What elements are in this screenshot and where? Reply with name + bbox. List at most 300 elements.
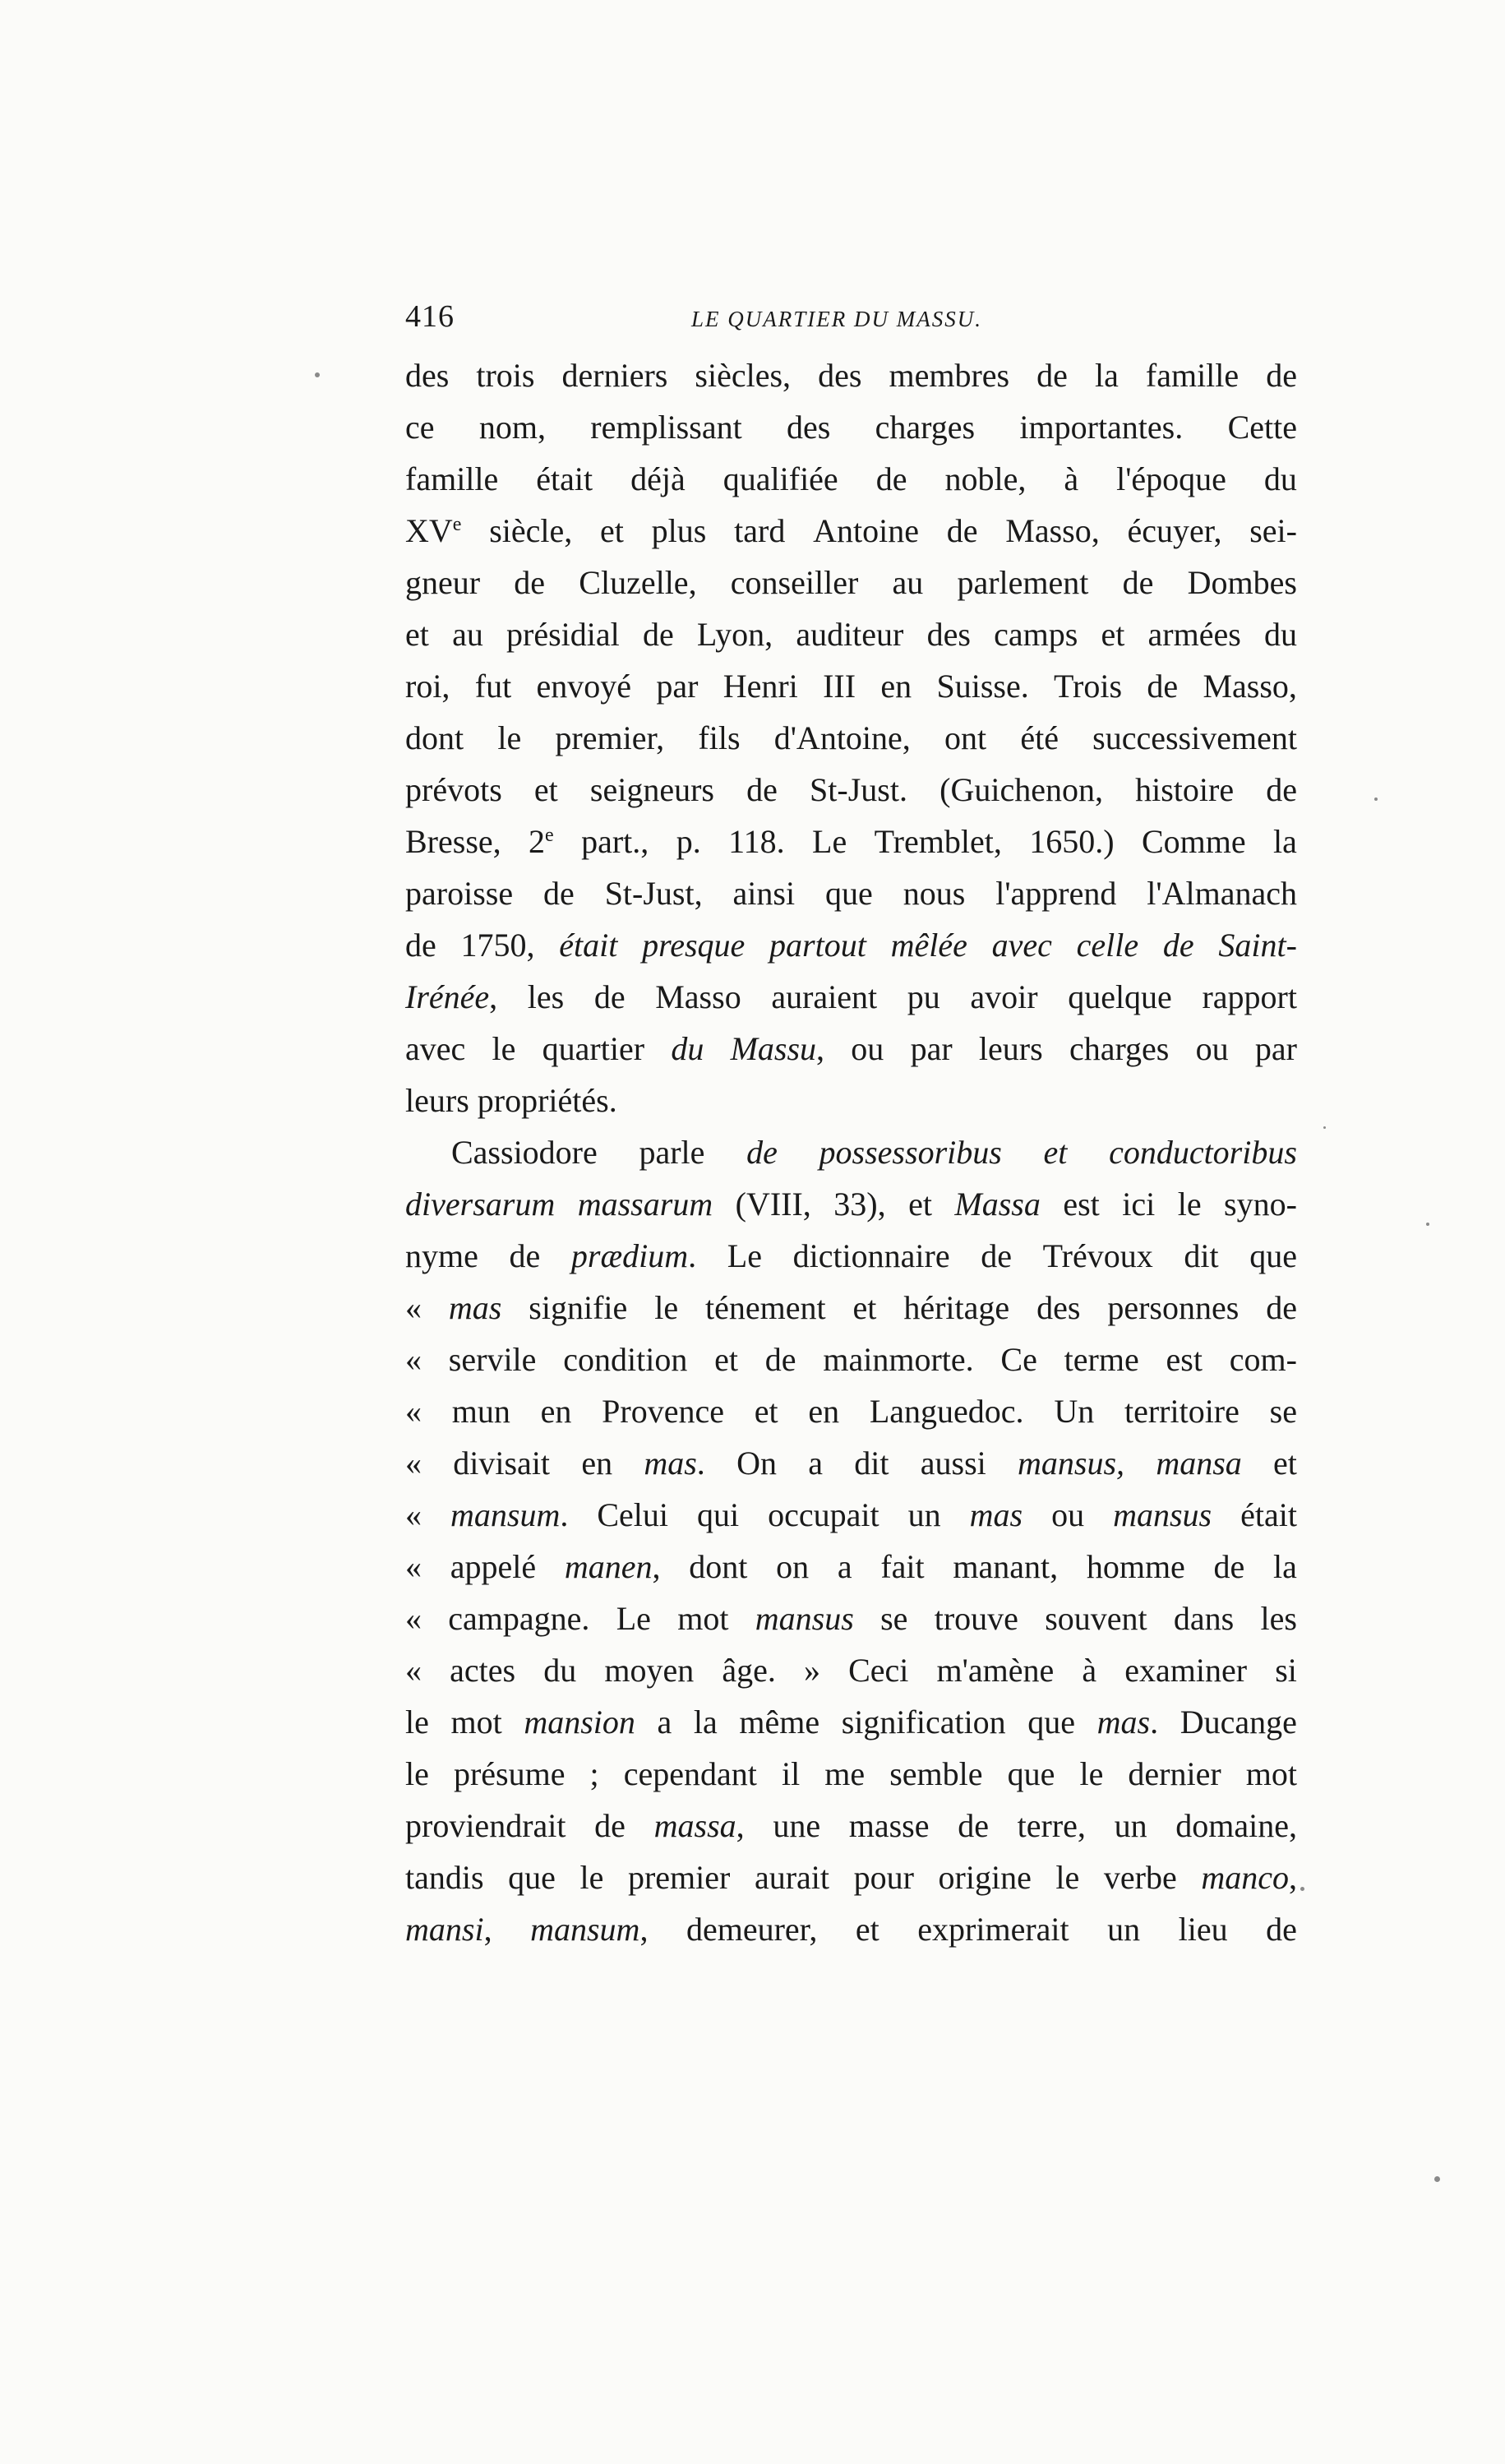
word-group bbox=[579, 557, 696, 608]
word-group bbox=[1020, 712, 1059, 764]
word: une bbox=[773, 1807, 821, 1844]
word-group bbox=[854, 1851, 914, 1903]
paper-speck bbox=[1426, 1223, 1429, 1226]
word-group bbox=[994, 608, 1078, 660]
word: « bbox=[405, 1445, 422, 1482]
word-group bbox=[639, 1126, 704, 1178]
word: des bbox=[818, 357, 862, 394]
word: dit bbox=[854, 1445, 889, 1482]
word-group: 2e bbox=[529, 816, 554, 867]
word: successivement bbox=[1092, 719, 1297, 756]
word: Tremblet, bbox=[874, 823, 1002, 860]
word: de bbox=[594, 1807, 626, 1844]
italic-word: conductoribus bbox=[1109, 1134, 1297, 1171]
word-group bbox=[1064, 1334, 1139, 1385]
word-group bbox=[624, 1748, 757, 1800]
running-title: LE QUARTIER DU MASSU. bbox=[691, 307, 982, 331]
word: était bbox=[536, 460, 593, 497]
word-group bbox=[405, 1282, 422, 1334]
word-group bbox=[452, 1385, 510, 1437]
word-group bbox=[935, 1593, 1018, 1644]
word: « bbox=[405, 1341, 422, 1378]
word-group bbox=[907, 971, 940, 1023]
text-line bbox=[405, 867, 1297, 919]
word-group bbox=[823, 660, 856, 712]
word-group bbox=[508, 1851, 556, 1903]
word-group bbox=[1184, 1230, 1218, 1282]
word-group bbox=[727, 1230, 762, 1282]
word: l'apprend bbox=[995, 875, 1117, 912]
word: le bbox=[405, 1704, 429, 1741]
word-group bbox=[957, 557, 1088, 608]
word-group bbox=[476, 349, 534, 401]
word-group bbox=[1092, 712, 1297, 764]
word: mun bbox=[451, 1393, 510, 1430]
word: , bbox=[489, 978, 498, 1015]
word-group bbox=[880, 1541, 924, 1593]
word: dans bbox=[1173, 1600, 1235, 1637]
text-line bbox=[405, 1851, 1297, 1903]
word-group bbox=[870, 1385, 1024, 1437]
word-group bbox=[853, 1282, 877, 1334]
word: Cette bbox=[1227, 409, 1297, 446]
word: un bbox=[907, 1496, 941, 1533]
word-group bbox=[908, 1178, 932, 1230]
word-group bbox=[530, 1903, 648, 1955]
word-group bbox=[405, 712, 464, 764]
word: et bbox=[533, 771, 558, 808]
word: me bbox=[824, 1755, 866, 1792]
word-group bbox=[542, 1023, 644, 1075]
word-group bbox=[506, 608, 620, 660]
word: dont bbox=[689, 1548, 748, 1585]
word-group bbox=[893, 557, 924, 608]
word-group bbox=[405, 660, 450, 712]
word: siècle, bbox=[489, 512, 573, 549]
word: est bbox=[1166, 1341, 1203, 1378]
word: a bbox=[808, 1445, 823, 1482]
word: mot bbox=[677, 1600, 729, 1637]
word-group bbox=[755, 1385, 778, 1437]
word-group bbox=[1018, 1437, 1124, 1489]
word: Un bbox=[1054, 1393, 1095, 1430]
word-group bbox=[1063, 1178, 1099, 1230]
word-group bbox=[1203, 660, 1296, 712]
word: que bbox=[825, 875, 873, 912]
word: territoire bbox=[1124, 1393, 1240, 1430]
word-group bbox=[536, 453, 593, 505]
word: XV bbox=[405, 512, 453, 549]
word: de bbox=[958, 1807, 989, 1844]
word: 2 bbox=[529, 823, 546, 860]
italic-word: mansa bbox=[1156, 1445, 1242, 1482]
word: , bbox=[483, 1911, 492, 1948]
word: que bbox=[1007, 1755, 1055, 1792]
word-group bbox=[1179, 1903, 1228, 1955]
word: de bbox=[1266, 1289, 1297, 1326]
word: ont bbox=[944, 719, 987, 756]
word: Ceci bbox=[848, 1652, 909, 1689]
word: un bbox=[1107, 1911, 1141, 1948]
word-group bbox=[1097, 1696, 1158, 1748]
word-group bbox=[1264, 608, 1297, 660]
word-group bbox=[654, 1800, 745, 1851]
word: domaine, bbox=[1175, 1807, 1297, 1844]
word-group bbox=[616, 1593, 651, 1644]
word: Trévoux bbox=[1042, 1237, 1153, 1274]
word-group bbox=[1044, 1126, 1068, 1178]
word: du bbox=[1263, 616, 1297, 653]
word: m'amène bbox=[936, 1652, 1055, 1689]
word: parle bbox=[639, 1134, 705, 1171]
word: auraient bbox=[771, 978, 878, 1015]
word: 1650.) bbox=[1029, 823, 1115, 860]
word: le bbox=[492, 1030, 516, 1067]
word-group bbox=[705, 1282, 826, 1334]
word: de bbox=[946, 512, 978, 549]
text-line bbox=[405, 764, 1297, 816]
word: terre, bbox=[1017, 1807, 1086, 1844]
word: « bbox=[405, 1393, 422, 1430]
word: roi, bbox=[405, 668, 450, 705]
word-group bbox=[405, 1489, 422, 1541]
word: pu bbox=[907, 978, 940, 1015]
text-line bbox=[405, 1334, 1297, 1385]
word-group bbox=[1043, 1230, 1153, 1282]
word-group bbox=[1147, 660, 1178, 712]
word-group bbox=[958, 1800, 989, 1851]
word: en bbox=[540, 1393, 572, 1430]
word-group bbox=[891, 919, 967, 971]
word-group bbox=[851, 1023, 884, 1075]
word-group bbox=[642, 919, 745, 971]
word: Trois bbox=[1054, 668, 1123, 705]
word-group bbox=[405, 816, 501, 867]
word: Le bbox=[812, 823, 847, 860]
word-group bbox=[405, 1541, 422, 1593]
word-group bbox=[450, 1644, 515, 1696]
word: pour bbox=[853, 1859, 914, 1896]
word-group bbox=[1147, 867, 1297, 919]
word-group bbox=[1051, 1489, 1084, 1541]
word-group bbox=[731, 557, 859, 608]
word: ; bbox=[589, 1755, 599, 1792]
word: le bbox=[654, 1289, 679, 1326]
word: ou bbox=[1051, 1496, 1085, 1533]
text-line bbox=[405, 1126, 1297, 1178]
word: tandis bbox=[405, 1859, 484, 1896]
word: des bbox=[926, 616, 971, 653]
word-group bbox=[818, 349, 861, 401]
italic-word: prædium bbox=[570, 1237, 689, 1274]
word: Dombes bbox=[1187, 564, 1297, 601]
word-group bbox=[736, 1178, 811, 1230]
word-group bbox=[1055, 1851, 1079, 1903]
word: de bbox=[1213, 1548, 1245, 1585]
word: (VIII, bbox=[735, 1186, 811, 1223]
word-group bbox=[643, 608, 674, 660]
word: trois bbox=[476, 357, 535, 394]
word-group bbox=[514, 557, 545, 608]
word-group bbox=[1054, 1385, 1094, 1437]
word-group bbox=[686, 1903, 817, 1955]
word: plus bbox=[651, 512, 707, 549]
word-group bbox=[731, 1023, 824, 1075]
word: remplissant bbox=[590, 409, 742, 446]
word: d'Antoine, bbox=[773, 719, 911, 756]
word: Cassiodore bbox=[451, 1134, 598, 1171]
word-group bbox=[562, 349, 668, 401]
word: nom, bbox=[478, 409, 546, 446]
word-group bbox=[1069, 1023, 1169, 1075]
word-group bbox=[1122, 1178, 1155, 1230]
word: servile bbox=[448, 1341, 537, 1378]
text-run: leurs propriétés. bbox=[405, 1082, 617, 1119]
word: famille bbox=[405, 460, 499, 497]
word-group bbox=[565, 1541, 661, 1593]
word-group bbox=[454, 1748, 566, 1800]
word-group bbox=[1196, 1023, 1229, 1075]
word: si bbox=[1275, 1652, 1297, 1689]
word-group bbox=[1000, 1334, 1036, 1385]
word: des bbox=[405, 357, 450, 394]
word: fut bbox=[474, 668, 512, 705]
paper-speck bbox=[1323, 1126, 1326, 1129]
word-group bbox=[854, 1437, 889, 1489]
italic-word: mansus bbox=[1113, 1496, 1212, 1533]
word: par bbox=[1254, 1030, 1297, 1067]
word-group bbox=[529, 1282, 627, 1334]
word-group bbox=[944, 712, 986, 764]
word: des bbox=[787, 409, 831, 446]
word-group bbox=[939, 1851, 1032, 1903]
word-group bbox=[559, 919, 617, 971]
word-group bbox=[875, 401, 975, 453]
word: lieu bbox=[1178, 1911, 1228, 1948]
word-group bbox=[1082, 1644, 1096, 1696]
word: charges bbox=[1069, 1030, 1170, 1067]
word-group bbox=[671, 1023, 704, 1075]
word: est bbox=[1063, 1186, 1100, 1223]
word: » bbox=[803, 1652, 820, 1689]
word-group bbox=[954, 1178, 1040, 1230]
word-group bbox=[714, 1334, 738, 1385]
word: (Guichenon, bbox=[939, 771, 1103, 808]
word: de bbox=[1147, 668, 1179, 705]
word-group bbox=[1156, 1437, 1241, 1489]
word: terme bbox=[1064, 1341, 1139, 1378]
word: Le bbox=[616, 1600, 651, 1637]
word: de bbox=[1266, 357, 1297, 394]
word: au bbox=[452, 616, 483, 653]
word-group bbox=[1124, 1644, 1247, 1696]
italic-word: mansion bbox=[524, 1704, 635, 1741]
word-group bbox=[903, 1282, 1009, 1334]
word-group bbox=[810, 764, 907, 816]
word: signifie bbox=[529, 1289, 628, 1326]
word: et bbox=[600, 512, 624, 549]
page-number: 416 bbox=[405, 299, 455, 334]
italic-word: mêlée bbox=[890, 927, 967, 964]
word: aussi bbox=[920, 1445, 986, 1482]
word: prévots bbox=[405, 771, 502, 808]
word-group bbox=[1019, 401, 1183, 453]
word-group bbox=[908, 1489, 941, 1541]
word-group bbox=[981, 1230, 1012, 1282]
word: de bbox=[509, 1237, 541, 1274]
word-group bbox=[1273, 1437, 1297, 1489]
word-group bbox=[1255, 1023, 1297, 1075]
word: homme bbox=[1086, 1548, 1185, 1585]
text-line bbox=[405, 1903, 1297, 1955]
word-group bbox=[1180, 1696, 1297, 1748]
word-group bbox=[947, 505, 978, 557]
word: III bbox=[823, 668, 856, 705]
word: de bbox=[1266, 771, 1297, 808]
word: actes bbox=[450, 1652, 516, 1689]
word: leurs bbox=[978, 1030, 1043, 1067]
word-group bbox=[774, 712, 911, 764]
word: part., bbox=[581, 823, 649, 860]
word-group bbox=[652, 505, 707, 557]
word: famille bbox=[1145, 357, 1240, 394]
word: à bbox=[1082, 1652, 1097, 1689]
paper-speck bbox=[315, 372, 320, 377]
word: rapport bbox=[1202, 978, 1297, 1015]
text-line bbox=[405, 1075, 1297, 1126]
word-group bbox=[889, 1748, 982, 1800]
italic-word: celle bbox=[1076, 927, 1139, 964]
text-line bbox=[405, 971, 1297, 1023]
word: trouve bbox=[934, 1600, 1018, 1637]
word-group bbox=[1175, 1800, 1297, 1851]
italic-word: mansus bbox=[755, 1600, 854, 1637]
word-group bbox=[733, 867, 796, 919]
word-group bbox=[1054, 660, 1122, 712]
word-group bbox=[1266, 764, 1297, 816]
word-group bbox=[1174, 1593, 1234, 1644]
word: appelé bbox=[450, 1548, 537, 1585]
italic-word: massa bbox=[653, 1807, 736, 1844]
word: le bbox=[405, 1755, 429, 1792]
word: même bbox=[739, 1704, 820, 1741]
word: seigneurs bbox=[589, 771, 714, 808]
word-group bbox=[405, 1593, 422, 1644]
word-group bbox=[594, 971, 626, 1023]
word-group bbox=[405, 1644, 422, 1696]
word-group bbox=[528, 971, 564, 1023]
word: paroisse bbox=[405, 875, 514, 912]
word: Le bbox=[727, 1237, 762, 1274]
word: « bbox=[405, 1496, 422, 1533]
word-group bbox=[450, 1489, 568, 1541]
word-group bbox=[534, 764, 558, 816]
word-group bbox=[581, 1437, 612, 1489]
word-group bbox=[405, 1696, 429, 1748]
word-group bbox=[1230, 1334, 1297, 1385]
word-group bbox=[819, 1126, 1002, 1178]
word: en bbox=[808, 1393, 840, 1430]
word-group bbox=[1178, 1178, 1202, 1230]
word: nyme bbox=[405, 1237, 478, 1274]
text-line bbox=[405, 1178, 1297, 1230]
word-group bbox=[1079, 1748, 1103, 1800]
word-group bbox=[755, 1851, 829, 1903]
word-group bbox=[773, 1800, 820, 1851]
word-group bbox=[1036, 1282, 1080, 1334]
word-group bbox=[644, 1437, 704, 1489]
word: Provence bbox=[602, 1393, 724, 1430]
word: ici bbox=[1122, 1186, 1156, 1223]
word-group bbox=[876, 453, 907, 505]
word: la bbox=[1273, 1548, 1297, 1585]
word-group bbox=[746, 1126, 778, 1178]
word-group bbox=[1246, 1748, 1297, 1800]
word-group bbox=[1077, 919, 1139, 971]
text-line bbox=[405, 1541, 1297, 1593]
word: le bbox=[579, 1859, 604, 1896]
word-group bbox=[405, 1385, 422, 1437]
word: en bbox=[880, 668, 912, 705]
word-group bbox=[405, 349, 449, 401]
word-group bbox=[1027, 1696, 1075, 1748]
word: et bbox=[1101, 616, 1125, 653]
text-line bbox=[405, 816, 1297, 867]
word: du bbox=[1263, 460, 1297, 497]
word-group bbox=[723, 453, 838, 505]
word-group bbox=[1123, 557, 1154, 608]
text-line bbox=[405, 1489, 1297, 1541]
word: origine bbox=[938, 1859, 1032, 1896]
word-group bbox=[555, 712, 664, 764]
word-group bbox=[450, 1541, 536, 1593]
word-group bbox=[804, 1644, 820, 1696]
word: par bbox=[910, 1030, 953, 1067]
word-group bbox=[723, 660, 798, 712]
word: charges bbox=[875, 409, 976, 446]
word-group bbox=[1135, 764, 1234, 816]
word: et bbox=[852, 1289, 877, 1326]
text-line bbox=[405, 1023, 1297, 1075]
word-group bbox=[695, 349, 791, 401]
word-group bbox=[1266, 1282, 1297, 1334]
word: mainmorte. bbox=[823, 1341, 974, 1378]
word: membres bbox=[889, 357, 1010, 394]
word: de bbox=[514, 564, 546, 601]
word-group bbox=[489, 505, 572, 557]
word-group bbox=[911, 1023, 953, 1075]
word-group bbox=[1273, 1541, 1297, 1593]
word: aurait bbox=[754, 1859, 829, 1896]
word-group bbox=[1109, 1126, 1297, 1178]
word-group bbox=[796, 608, 903, 660]
text-line bbox=[405, 349, 1297, 401]
word-group bbox=[1142, 816, 1246, 867]
text-line bbox=[405, 401, 1297, 453]
word-group bbox=[590, 764, 714, 816]
word: . bbox=[696, 1445, 705, 1482]
italic-word: mas bbox=[644, 1445, 697, 1482]
word-group bbox=[903, 867, 966, 919]
word: présume bbox=[453, 1755, 566, 1792]
word: a bbox=[837, 1548, 852, 1585]
word-group bbox=[833, 1178, 885, 1230]
word: se bbox=[1269, 1393, 1297, 1430]
word-group bbox=[1124, 1385, 1240, 1437]
word-group bbox=[848, 1644, 908, 1696]
word-group bbox=[405, 1023, 465, 1075]
text-line bbox=[405, 1385, 1297, 1437]
